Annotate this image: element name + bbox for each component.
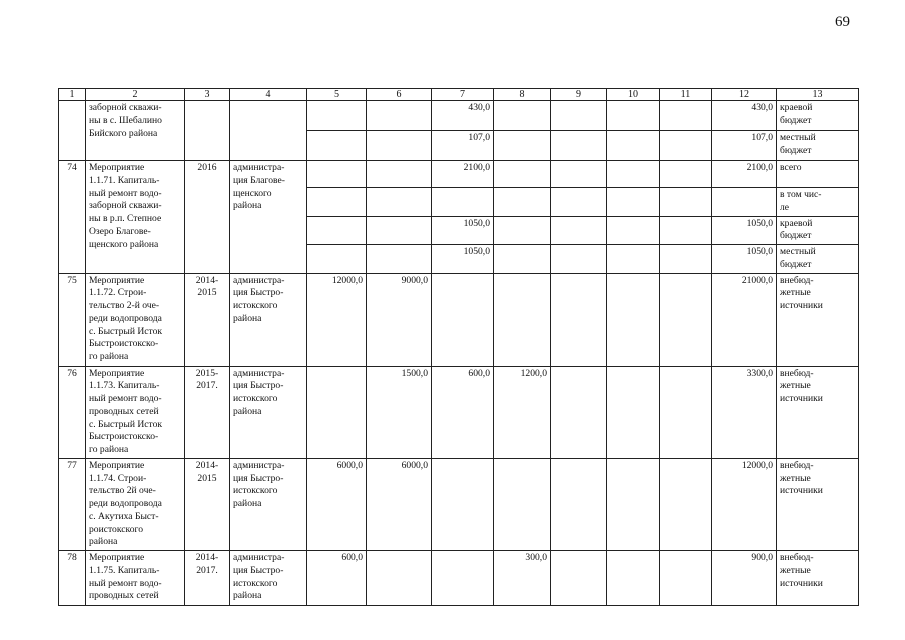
text-line: внебюд- [780, 274, 814, 286]
value-cell [660, 273, 712, 366]
years-cell [185, 366, 230, 458]
value-cell [551, 273, 607, 366]
text-line: истокского [233, 485, 278, 497]
text-line: реди водопровода [89, 498, 162, 509]
value-cell: 1050,0 [432, 245, 494, 274]
table-row [59, 161, 859, 188]
header-cell: 9 [551, 89, 607, 101]
value-cell [307, 101, 367, 131]
value-cell [367, 551, 432, 606]
header-cell: 2 [86, 89, 185, 101]
value-cell [494, 131, 551, 161]
header-cell: 6 [367, 89, 432, 101]
text-line: источники [780, 393, 823, 404]
header-cell: 10 [607, 89, 660, 101]
value-cell [551, 161, 607, 188]
executor-cell [230, 273, 307, 366]
text-line: 2014- [195, 552, 219, 563]
total-cell: 107,0 [712, 131, 777, 161]
executor-cell [230, 366, 307, 458]
text-line: местный [780, 132, 816, 143]
value-cell: 2100,0 [432, 161, 494, 188]
text-line: 2017. [196, 380, 218, 392]
value-cell [494, 161, 551, 188]
text-line: истокского [233, 393, 278, 404]
value-cell [607, 245, 660, 274]
value-cell [660, 458, 712, 550]
value-cell: 1050,0 [432, 216, 494, 245]
value-cell [307, 131, 367, 161]
value-cell [432, 458, 494, 550]
row-number: 75 [59, 273, 86, 366]
value-cell [551, 131, 607, 161]
executor-cell [230, 551, 307, 606]
text-line: жетные [780, 287, 811, 299]
funding-source [777, 273, 859, 366]
value-cell [494, 101, 551, 131]
funding-source [777, 551, 859, 606]
text-line: жетные [780, 380, 811, 392]
text-line: 2015- [195, 367, 219, 379]
funding-source [777, 458, 859, 550]
funding-source [777, 188, 859, 217]
text-line: источники [780, 300, 823, 311]
years-cell [185, 273, 230, 366]
value-cell [494, 188, 551, 217]
text-line: ны в с. Шебалино [89, 114, 162, 126]
years-cell: 2016 [185, 161, 230, 274]
value-cell [660, 161, 712, 188]
text-line: внебюд- [780, 367, 814, 379]
executor-cell [230, 161, 307, 274]
value-cell [307, 161, 367, 188]
value-cell [307, 366, 367, 458]
value-cell [494, 245, 551, 274]
text-line: роистокского [89, 523, 143, 535]
value-cell: 430,0 [432, 101, 494, 131]
header-cell: 3 [185, 89, 230, 101]
measure-name [86, 551, 185, 606]
measure-name [86, 273, 185, 366]
total-cell: 12000,0 [712, 458, 777, 550]
value-cell [660, 366, 712, 458]
value-cell [607, 101, 660, 131]
text-line: ция Быстро- [233, 564, 284, 576]
value-cell [432, 273, 494, 366]
value-cell [660, 131, 712, 161]
text-line: бюджет [780, 114, 812, 126]
value-cell [432, 188, 494, 217]
value-cell [551, 366, 607, 458]
header-row [59, 89, 859, 101]
text-line: местный [780, 246, 816, 257]
value-cell [660, 551, 712, 606]
value-cell [307, 188, 367, 217]
text-line: Озеро Благове- [89, 225, 151, 237]
value-cell: 600,0 [432, 366, 494, 458]
text-line: ный ремонт водо- [89, 187, 162, 199]
total-cell: 430,0 [712, 101, 777, 131]
value-cell [607, 161, 660, 188]
text-line: тельство 2й оче- [89, 485, 156, 497]
text-line: администра- [233, 274, 285, 286]
text-line: истокского [233, 300, 278, 311]
text-line: истокского [233, 577, 278, 589]
text-line: ция Благове- [233, 174, 285, 186]
value-cell: 12000,0 [307, 273, 367, 366]
value-cell [367, 245, 432, 274]
text-line: источники [780, 577, 823, 589]
value-cell: 9000,0 [367, 273, 432, 366]
value-cell [551, 551, 607, 606]
text-line: ция Быстро- [233, 380, 284, 392]
text-line: краевой [780, 217, 813, 229]
total-cell: 3300,0 [712, 366, 777, 458]
text-line: района [233, 498, 262, 509]
text-line: 2014- [195, 459, 219, 471]
total-cell: 1050,0 [712, 245, 777, 274]
text-line: района [89, 536, 118, 548]
funding-source [777, 101, 859, 131]
text-line: заборной скважи- [89, 102, 162, 113]
value-cell [367, 101, 432, 131]
funding-source [777, 216, 859, 245]
value-cell [660, 101, 712, 131]
value-cell [432, 551, 494, 606]
text-line: Мероприятие [89, 162, 145, 173]
value-cell [367, 188, 432, 217]
text-line: 1.1.74. Строи- [89, 472, 147, 484]
value-cell [660, 188, 712, 217]
total-cell [712, 188, 777, 217]
measure-name [86, 101, 185, 161]
value-cell: 6000,0 [307, 458, 367, 550]
text-line: ле [780, 201, 790, 213]
value-cell [551, 188, 607, 217]
funding-source [777, 131, 859, 161]
text-line: Быстроистокско- [89, 338, 159, 350]
text-line: с. Быстрый Исток [89, 418, 163, 430]
text-line: бюджет [780, 144, 812, 156]
value-cell [494, 273, 551, 366]
value-cell [551, 216, 607, 245]
text-line: Бийского района [89, 127, 158, 139]
text-line: 1.1.75. Капиталь- [89, 564, 160, 576]
value-cell [494, 216, 551, 245]
text-line: 1.1.72. Строи- [89, 287, 147, 299]
text-line: жетные [780, 564, 811, 576]
text-line: щенского района [89, 238, 159, 250]
years-cell [185, 101, 230, 161]
row-number: 76 [59, 366, 86, 458]
header-cell: 4 [230, 89, 307, 101]
value-cell [307, 216, 367, 245]
value-cell [607, 216, 660, 245]
value-cell [494, 458, 551, 550]
text-line: с. Акутиха Быст- [89, 510, 159, 522]
value-cell [367, 161, 432, 188]
text-line: 1.1.73. Капиталь- [89, 380, 160, 392]
value-cell [607, 551, 660, 606]
text-line: администра- [233, 162, 285, 173]
header-cell: 13 [777, 89, 859, 101]
text-line: района [233, 200, 262, 212]
header-cell: 11 [660, 89, 712, 101]
text-line: администра- [233, 459, 285, 471]
years-cell [185, 551, 230, 606]
value-cell [607, 366, 660, 458]
text-line: ция Быстро- [233, 472, 284, 484]
value-cell [367, 216, 432, 245]
executor-cell [230, 458, 307, 550]
text-line: внебюд- [780, 552, 814, 563]
value-cell [660, 245, 712, 274]
value-cell [607, 273, 660, 366]
text-line: Мероприятие [89, 552, 145, 563]
text-line: щенского [233, 187, 272, 199]
funding-source [777, 245, 859, 274]
value-cell [551, 245, 607, 274]
value-cell [660, 216, 712, 245]
text-line: 2014- [195, 274, 219, 286]
row-number: 78 [59, 551, 86, 606]
text-line: ция Быстро- [233, 287, 284, 299]
text-line: бюджет [780, 230, 812, 242]
text-line: администра- [233, 367, 285, 379]
value-cell: 6000,0 [367, 458, 432, 550]
value-cell: 300,0 [494, 551, 551, 606]
text-line: ный ремонт водо- [89, 577, 162, 589]
text-line: бюджет [780, 258, 812, 270]
total-cell: 21000,0 [712, 273, 777, 366]
value-cell [367, 131, 432, 161]
years-cell [185, 458, 230, 550]
text-line: ны в р.п. Степное [89, 213, 162, 224]
header-cell: 8 [494, 89, 551, 101]
table-row [59, 366, 859, 458]
text-line: 2015 [197, 287, 217, 299]
header-cell: 12 [712, 89, 777, 101]
measures-table [58, 88, 859, 606]
value-cell [607, 131, 660, 161]
text-line: Мероприятие [89, 367, 145, 379]
value-cell: 1500,0 [367, 366, 432, 458]
text-line: с. Быстрый Исток [89, 325, 163, 337]
measure-name [86, 458, 185, 550]
text-line: Мероприятие [89, 274, 145, 286]
text-line: го района [89, 351, 129, 362]
text-line: 1.1.71. Капиталь- [89, 174, 160, 186]
value-cell [607, 188, 660, 217]
header-cell: 1 [59, 89, 86, 101]
table-row [59, 101, 859, 131]
page-number: 69 [835, 14, 850, 30]
total-cell: 2100,0 [712, 161, 777, 188]
text-line: района [233, 312, 262, 324]
header-cell: 5 [307, 89, 367, 101]
row-number: 74 [59, 161, 86, 274]
executor-cell [230, 101, 307, 161]
text-line: ный ремонт водо- [89, 393, 162, 404]
text-line: заборной скважи- [89, 200, 162, 212]
value-cell: 600,0 [307, 551, 367, 606]
value-cell [607, 458, 660, 550]
funding-source [777, 161, 859, 188]
text-line: Быстроистокско- [89, 431, 159, 443]
table-row [59, 551, 859, 606]
text-line: района [233, 590, 262, 602]
value-cell [307, 245, 367, 274]
text-line: внебюд- [780, 459, 814, 471]
row-number: 77 [59, 458, 86, 550]
value-cell: 107,0 [432, 131, 494, 161]
measure-name [86, 161, 185, 274]
value-cell: 1200,0 [494, 366, 551, 458]
text-line: администра- [233, 552, 285, 563]
text-line: источники [780, 485, 823, 497]
header-cell: 7 [432, 89, 494, 101]
value-cell [551, 101, 607, 131]
total-cell: 900,0 [712, 551, 777, 606]
text-line: краевой [780, 102, 813, 113]
funding-source [777, 366, 859, 458]
text-line: жетные [780, 472, 811, 484]
text-line: реди водопровода [89, 312, 162, 324]
text-line: проводных сетей [89, 590, 159, 602]
total-cell: 1050,0 [712, 216, 777, 245]
text-line: 2017. [196, 564, 218, 576]
text-line: Мероприятие [89, 459, 145, 471]
row-number [59, 101, 86, 161]
measure-name [86, 366, 185, 458]
text-line: проводных сетей [89, 405, 159, 417]
table-row [59, 458, 859, 550]
value-cell [551, 458, 607, 550]
text-line: в том чис- [780, 189, 822, 200]
text-line: го района [89, 444, 129, 455]
text-line: тельство 2-й оче- [89, 300, 160, 311]
table-row [59, 273, 859, 366]
text-line: района [233, 405, 262, 417]
text-line: всего [780, 162, 802, 173]
text-line: 2015 [197, 472, 217, 484]
